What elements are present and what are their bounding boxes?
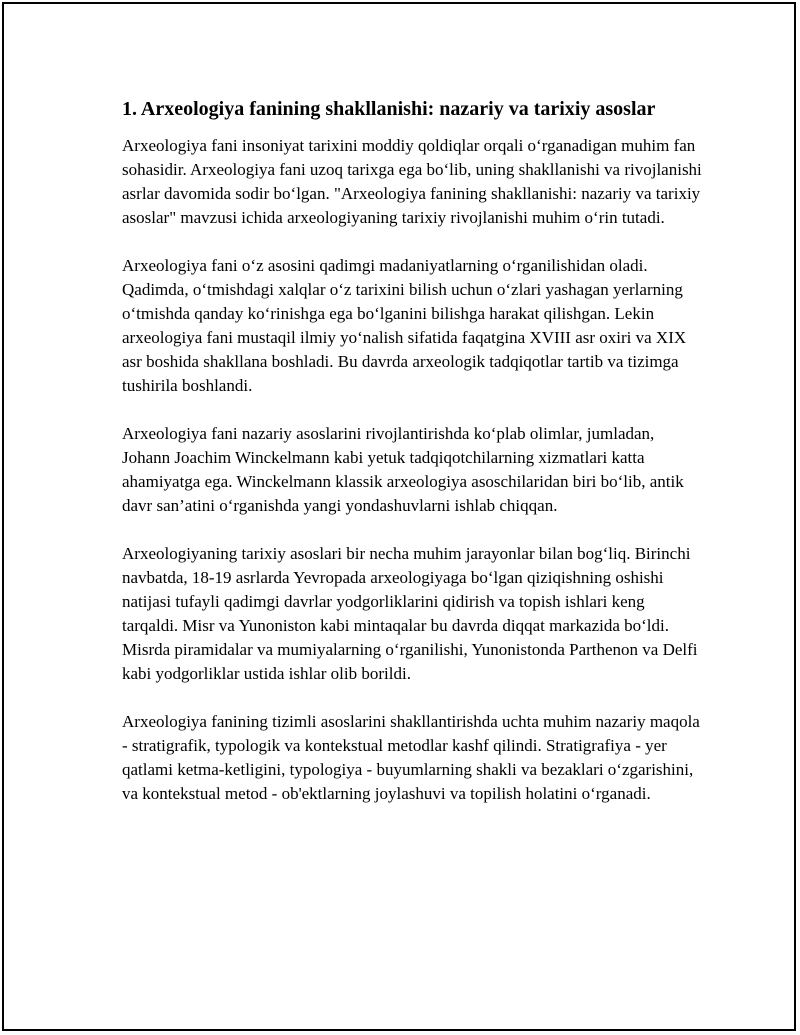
document-body xyxy=(122,96,702,830)
paragraph-3: Arxeologiya fani nazariy asoslarini rivojlantirishda ko‘plab olimlar, jumladan, Johann Joachim Winckelmann kabi yetuk tadqiqotchilarning xizmatlari katta ahamiyatga ega. Winckelmann klassik arxeologiya asoschilaridan biri bo‘lib, antik davr san’atini o‘rganishda yangi yondashuvlarni ishlab chiqqan. xyxy=(122,424,684,515)
paragraph-2: Arxeologiya fani o‘z asosini qadimgi madaniyatlarning o‘rganilishidan oladi. Qadimda, o‘tmishdagi xalqlar o‘z tarixini bilish uchun o‘zlari yashagan yerlarning o‘tmishda qanday ko‘rinishga ega bo‘lganini bilishga harakat qilishgan. Lekin arxeologiya fani mustaqil ilmiy yo‘nalish sifatida faqatgina XVIII asr oxiri va XIX asr boshida shakllana boshladi. Bu davrda arxeologik tadqiqotlar tartib va tizimga tushirila boshlandi. xyxy=(122,256,687,395)
paragraph-5: Arxeologiya fanining tizimli asoslarini shakllantirishda uchta muhim nazariy maqola - stratigrafik, typologik va kontekstual metodlar kashf qilindi. Stratigrafiya - yer qatlami ketma-ketligini, typologiya - buyumlarning shakli va bezaklari o‘zgarishini, va kontekstual metod - ob'ektlarning joylashuvi va topilish holatini o‘rganadi. xyxy=(122,712,700,803)
document-title: 1. Arxeologiya fanining shakllanishi: nazariy va tarixiy asoslar xyxy=(122,98,656,120)
page-frame xyxy=(2,2,796,1031)
paragraph-1: Arxeologiya fani insoniyat tarixini moddiy qoldiqlar orqali o‘rganadigan muhim fan sohasidir. Arxeologiya fani uzoq tarixga ega bo‘lib, uning shakllanishi va rivojlanishi asrlar davomida sodir bo‘lgan. "Arxeologiya fanining shakllanishi: nazariy va tarixiy asoslar" mavzusi ichida arxeologiyaning tarixiy rivojlanishi muhim o‘rin tutadi. xyxy=(122,136,702,227)
paragraph-4: Arxeologiyaning tarixiy asoslari bir necha muhim jarayonlar bilan bog‘liq. Birinchi navbatda, 18-19 asrlarda Yevropada arxeologiyaga bo‘lgan qiziqishning oshishi natijasi tufayli qadimgi davrlar yodgorliklarini qidirish va topish ishlari keng tarqaldi. Misr va Yunoniston kabi mintaqalar bu davrda diqqat markazida bo‘ldi. Misrda piramidalar va mumiyalarning o‘rganilishi, Yunonistonda Parthenon va Delfi kabi yodgorliklar ustida ishlar olib borildi. xyxy=(122,544,698,683)
